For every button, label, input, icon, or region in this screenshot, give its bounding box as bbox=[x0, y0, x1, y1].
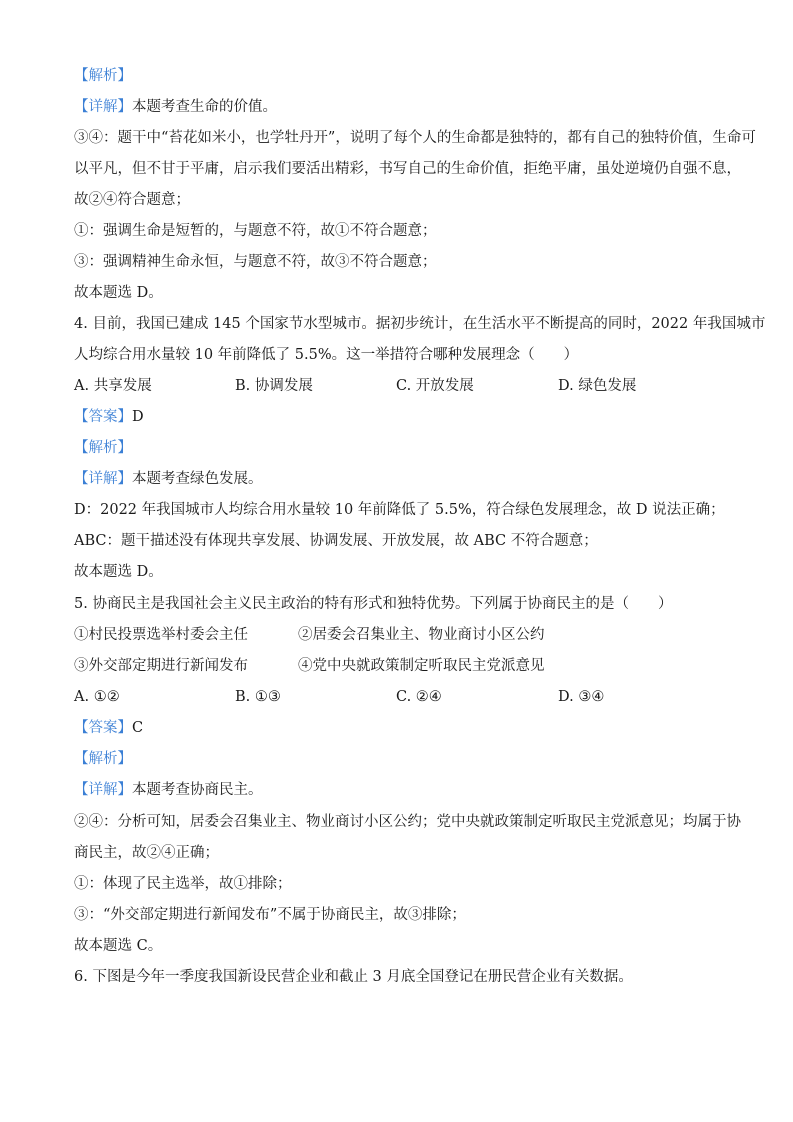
text-line: 以平凡，但不甘于平庸，启示我们要活出精彩，书写自己的生命价值，拒绝平庸，虽处逆境仍自强不息， bbox=[74, 161, 741, 177]
text-line: ③：“外交部定期进行新闻发布”不属于协商民主，故③排除； bbox=[74, 907, 466, 923]
option-b: B. ①③ bbox=[235, 689, 281, 705]
tagged-line bbox=[74, 780, 733, 800]
line-text: C bbox=[132, 720, 144, 736]
text-line: ②④：分析可知，居委会召集业主、物业商讨小区公约；党中央就政策制定听取民主党派意见；均属于协 bbox=[74, 814, 741, 830]
option-b: B. 协调发展 bbox=[235, 378, 313, 394]
option-c: C. ②④ bbox=[396, 689, 442, 705]
statement-item: ②居委会召集业主、物业商讨小区公约 bbox=[298, 627, 545, 643]
section-tag bbox=[74, 66, 733, 86]
line-text: 本题考查绿色发展。 bbox=[132, 471, 263, 487]
tag-label: 【解析】 bbox=[74, 751, 132, 767]
option-a: A. 共享发展 bbox=[74, 378, 152, 394]
text-line: 故②④符合题意； bbox=[74, 192, 190, 208]
text-line: ①：强调生命是短暂的，与题意不符，故①不符合题意； bbox=[74, 223, 437, 239]
tag-label: 【详解】 bbox=[74, 99, 132, 115]
tag-label: 【解析】 bbox=[74, 68, 132, 84]
statement-item: ③外交部定期进行新闻发布 bbox=[74, 658, 248, 674]
text-line: 故本题选 D。 bbox=[74, 564, 163, 580]
option-d: D. 绿色发展 bbox=[558, 378, 637, 394]
section-tag bbox=[74, 438, 733, 458]
tagged-line bbox=[74, 407, 733, 427]
statement-item: ①村民投票选举村委会主任 bbox=[74, 627, 248, 643]
tag-label: 【答案】 bbox=[74, 409, 132, 425]
tagged-line bbox=[74, 718, 733, 738]
text-line: 故本题选 C。 bbox=[74, 938, 163, 954]
tag-label: 【解析】 bbox=[74, 440, 132, 456]
tagged-line bbox=[74, 97, 733, 117]
line-text: 本题考查生命的价值。 bbox=[132, 99, 277, 115]
text-line: 4. 目前，我国已建成 145 个国家节水型城市。据初步统计，在生活水平不断提高的同时，2022 年我国城市 bbox=[74, 316, 766, 332]
statement-item: ④党中央就政策制定听取民主党派意见 bbox=[298, 658, 545, 674]
text-line: 商民主，故②④正确； bbox=[74, 845, 219, 861]
tag-label: 【详解】 bbox=[74, 471, 132, 487]
text-line: ABC：题干描述没有体现共享发展、协调发展、开放发展，故 ABC 不符合题意； bbox=[74, 533, 598, 549]
statement-pair bbox=[74, 656, 733, 676]
line-text: 本题考查协商民主。 bbox=[132, 782, 263, 798]
option-c: C. 开放发展 bbox=[396, 378, 474, 394]
tagged-line bbox=[74, 469, 733, 489]
statement-pair bbox=[74, 625, 733, 645]
line-text: D bbox=[132, 409, 144, 425]
text-line: ③：强调精神生命永恒，与题意不符，故③不符合题意； bbox=[74, 254, 437, 270]
text-line: ①：体现了民主选举，故①排除； bbox=[74, 876, 292, 892]
text-line: 5. 协商民主是我国社会主义民主政治的特有形式和独特优势。下列属于协商民主的是（ ） bbox=[74, 596, 673, 612]
answer-options bbox=[74, 376, 733, 396]
text-line: D：2022 年我国城市人均综合用水量较 10 年前降低了 5.5%，符合绿色发展理念，故 D 说法正确； bbox=[74, 502, 725, 518]
tag-label: 【答案】 bbox=[74, 720, 132, 736]
section-tag bbox=[74, 749, 733, 769]
text-line: 故本题选 D。 bbox=[74, 285, 163, 301]
text-line: ③④：题干中“苔花如米小，也学牡丹开”，说明了每个人的生命都是独特的，都有自己的独特价值，生命可 bbox=[74, 130, 756, 146]
text-line: 人均综合用水量较 10 年前降低了 5.5%。这一举措符合哪种发展理念（ ） bbox=[74, 347, 579, 363]
answer-options bbox=[74, 687, 733, 707]
option-d: D. ③④ bbox=[558, 689, 605, 705]
text-line: 6. 下图是今年一季度我国新设民营企业和截止 3 月底全国登记在册民营企业有关数据。 bbox=[74, 969, 633, 985]
option-a: A. ①② bbox=[74, 689, 120, 705]
tag-label: 【详解】 bbox=[74, 782, 132, 798]
